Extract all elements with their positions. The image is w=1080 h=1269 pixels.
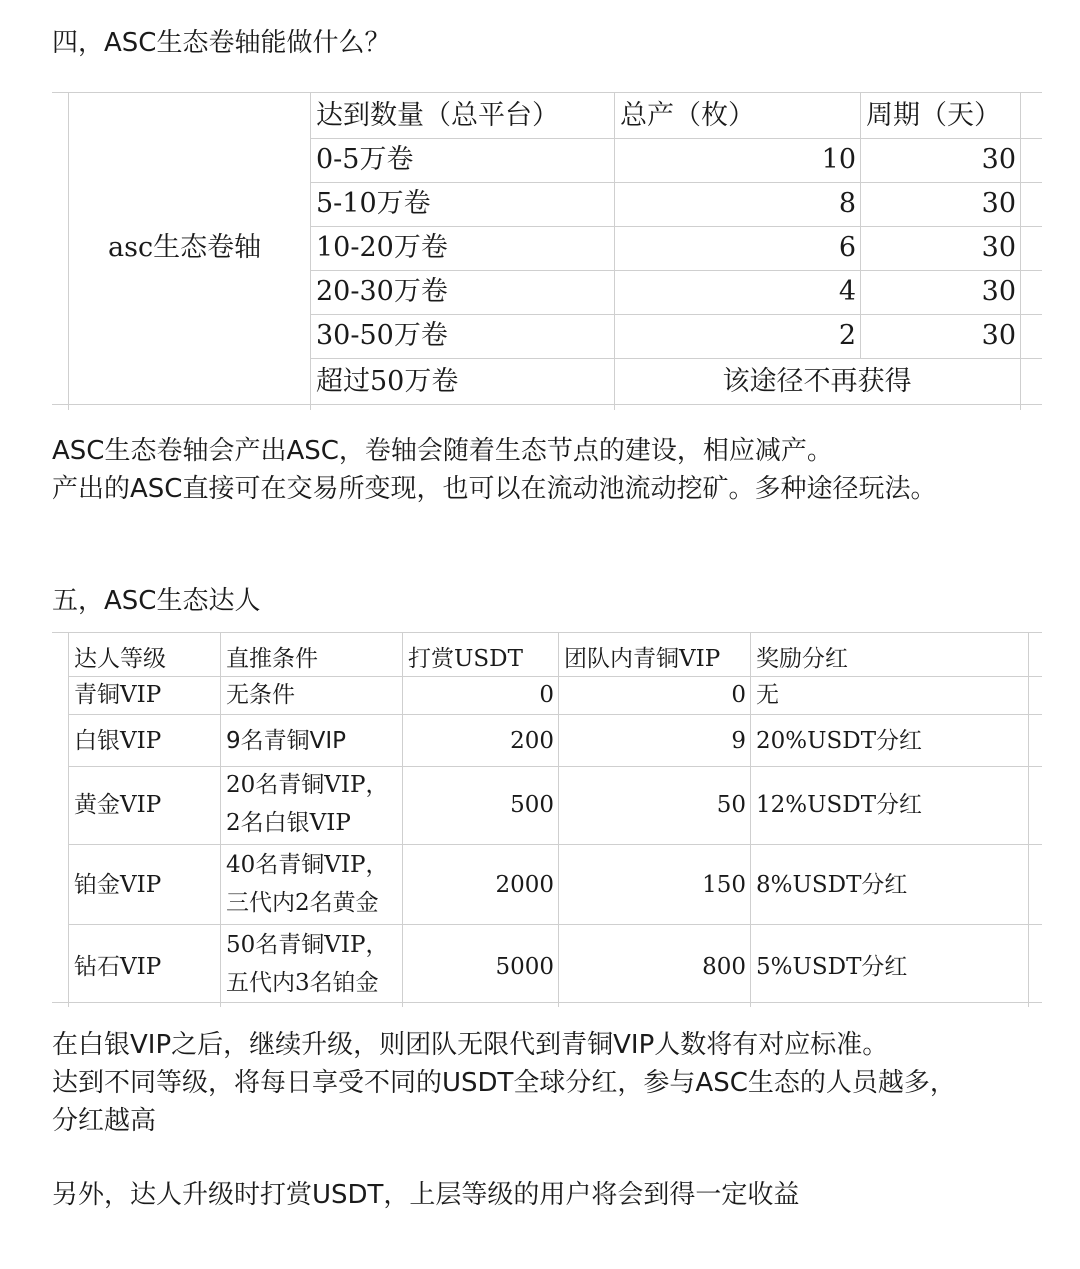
period-cell: 30 [981,232,1016,263]
header-condition: 直推条件 [226,646,318,672]
section-5-paragraph-line: 在白银VIP之后，继续升级，则团队无限代到青铜VIP人数将有对应标准。 [52,1030,889,1060]
section-5-heading: 五，ASC生态达人 [52,586,261,616]
level-cell: 白银VIP [74,728,162,754]
team-cell: 800 [702,954,746,980]
condition-cell: 50名青铜VIP， [226,932,389,958]
output-cell: 8 [838,188,856,219]
dividend-cell: 5%USDT分红 [756,954,908,980]
range-cell: 30-50万卷 [316,320,448,351]
condition-cell: 9名青铜VIP [226,728,347,754]
condition-cell: 无条件 [226,682,295,708]
header-quantity: 达到数量（总平台） [316,100,559,131]
output-cell: 4 [838,276,856,307]
condition-cell-line-2: 2名白银VIP [226,810,351,836]
team-cell: 9 [731,728,746,754]
range-cell: 0-5万卷 [316,144,414,175]
row-group-label: asc生态卷轴 [108,232,262,263]
period-cell: 30 [981,320,1016,351]
condition-cell: 40名青铜VIP， [226,852,389,878]
output-cell: 2 [838,320,856,351]
period-cell: 30 [981,188,1016,219]
section-5-paragraph-line: 达到不同等级，将每日享受不同的USDT全球分红，参与ASC生态的人员越多， [52,1068,956,1098]
header-period: 周期（天） [866,100,1001,131]
header-team: 团队内青铜VIP [564,646,721,672]
team-cell: 0 [731,682,746,708]
header-level: 达人等级 [74,646,166,672]
team-cell: 50 [716,792,746,818]
range-cell: 5-10万卷 [316,188,431,219]
level-cell: 黄金VIP [74,792,162,818]
condition-cell-line-2: 三代内2名黄金 [226,890,379,916]
condition-cell-line-2: 五代内3名铂金 [226,970,379,996]
reward-cell: 5000 [495,954,554,980]
level-cell: 钻石VIP [74,954,162,980]
team-cell: 150 [702,872,746,898]
output-cell: 10 [821,144,856,175]
section-5-paragraph-line: 分红越高 [52,1106,157,1136]
range-cell: 20-30万卷 [316,276,448,307]
reward-cell: 2000 [495,872,554,898]
vip-level-table [52,632,1042,1007]
scroll-output-table [52,92,1042,410]
unavailable-note: 该途径不再获得 [722,366,912,397]
header-reward: 打赏USDT [408,646,523,672]
level-cell: 铂金VIP [74,872,162,898]
dividend-cell: 20%USDT分红 [756,728,923,754]
header-dividend: 奖励分红 [756,646,848,672]
dividend-cell: 8%USDT分红 [756,872,908,898]
reward-cell: 0 [539,682,554,708]
dividend-cell: 12%USDT分红 [756,792,923,818]
output-cell: 6 [838,232,856,263]
header-output: 总产（枚） [620,100,755,131]
footer-note: 另外，达人升级时打赏USDT，上层等级的用户将会到得一定收益 [52,1180,800,1210]
reward-cell: 200 [510,728,554,754]
section-4-heading: 四，ASC生态卷轴能做什么？ [52,28,391,58]
section-4-paragraph-line: 产出的ASC直接可在交易所变现，也可以在流动池流动挖矿。多种途径玩法。 [52,474,937,504]
level-cell: 青铜VIP [74,682,162,708]
period-cell: 30 [981,276,1016,307]
range-cell: 超过50万卷 [316,366,459,397]
reward-cell: 500 [510,792,554,818]
section-4-paragraph-line: ASC生态卷轴会产出ASC，卷轴会随着生态节点的建设，相应减产。 [52,436,833,466]
dividend-cell: 无 [756,682,779,708]
period-cell: 30 [981,144,1016,175]
range-cell: 10-20万卷 [316,232,448,263]
condition-cell: 20名青铜VIP， [226,772,389,798]
